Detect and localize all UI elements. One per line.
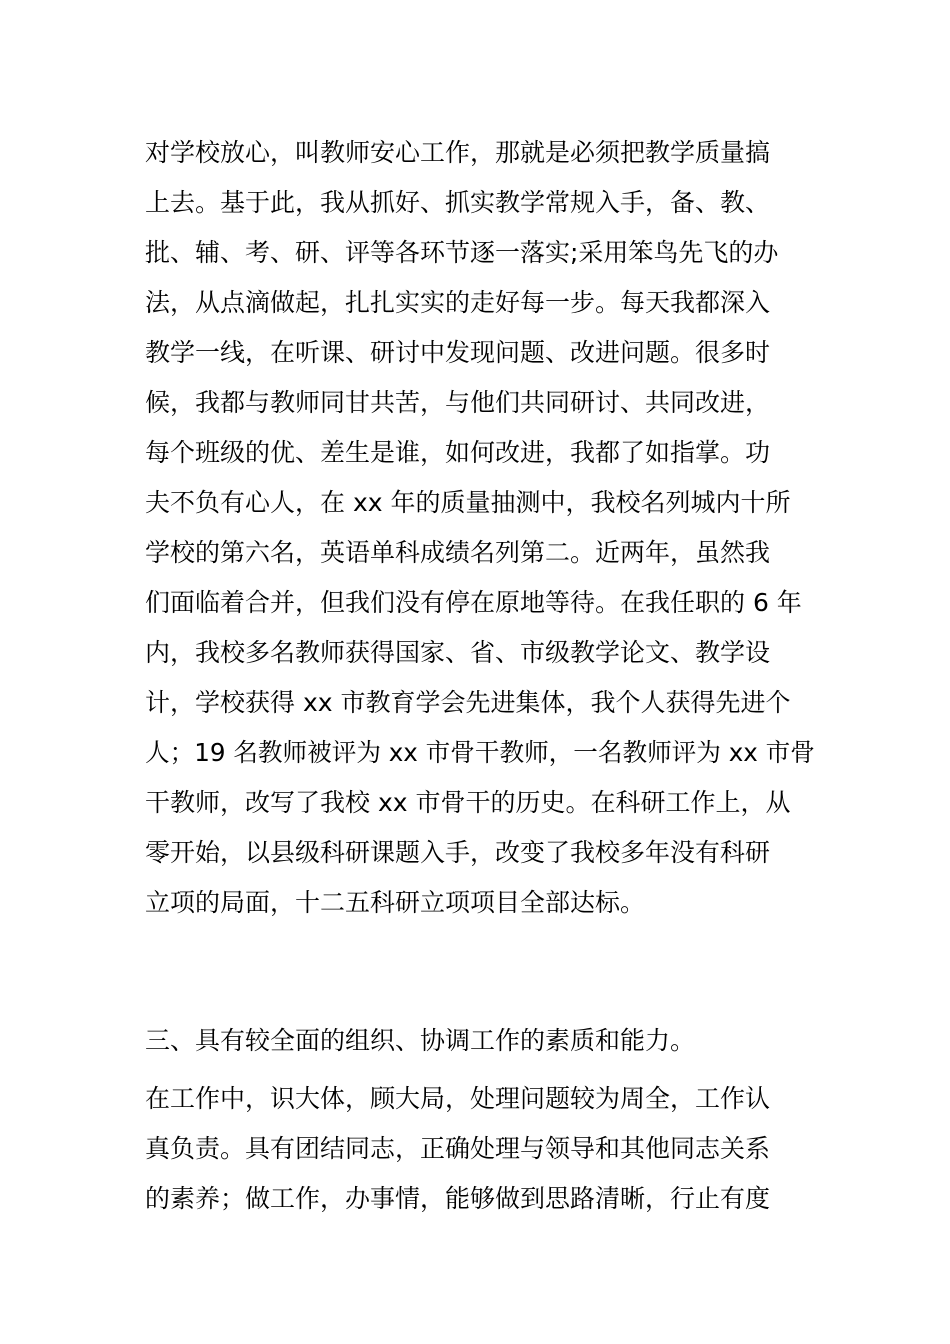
text-line: 真负责。具有团结同志，正确处理与领导和其他同志关系 (145, 1134, 771, 1163)
section-heading-text: 三、具有较全面的组织、协调工作的素质和能力。 (145, 1026, 696, 1055)
text-line: 们面临着合并，但我们没有停在原地等待。在我任职的 6 年 (145, 588, 802, 617)
text-line: 对学校放心，叫教师安心工作，那就是必须把教学质量搞 (145, 138, 771, 167)
text-line: 的素养；做工作，办事情，能够做到思路清晰，行止有度 (145, 1184, 771, 1213)
text-line: 法，从点滴做起，扎扎实实的走好每一步。每天我都深入 (145, 288, 771, 317)
text-line: 计，学校获得 xx 市教育学会先进集体，我个人获得先进个 (145, 688, 791, 717)
text-line: 立项的局面，十二五科研立项项目全部达标。 (145, 888, 646, 917)
text-line: 内，我校多名教师获得国家、省、市级教学论文、教学设 (145, 638, 771, 667)
text-line: 每个班级的优、差生是谁，如何改进，我都了如指掌。功 (145, 438, 771, 467)
text-line: 批、辅、考、研、评等各环节逐一落实;采用笨鸟先飞的办 (145, 238, 779, 267)
text-line: 零开始，以县级科研课题入手，改变了我校多年没有科研 (145, 838, 771, 867)
text-line: 人；19 名教师被评为 xx 市骨干教师，一名教师评为 xx 市骨 (145, 738, 815, 767)
text-line: 干教师，改写了我校 xx 市骨干的历史。在科研工作上，从 (145, 788, 791, 817)
text-line: 上去。基于此，我从抓好、抓实教学常规入手，备、教、 (145, 188, 771, 217)
text-line: 夫不负有心人，在 xx 年的质量抽测中，我校名列城内十所 (145, 488, 791, 517)
body-paragraph-1 (145, 128, 815, 928)
text-line: 在工作中，识大体，顾大局，处理问题较为周全，工作认 (145, 1084, 771, 1113)
body-paragraph-2 (145, 1074, 815, 1224)
text-line: 教学一线，在听课、研讨中发现问题、改进问题。很多时 (145, 338, 771, 367)
section-heading-3 (145, 1016, 815, 1066)
text-line: 学校的第六名，英语单科成绩名列第二。近两年，虽然我 (145, 538, 771, 567)
text-line: 候，我都与教师同甘共苦，与他们共同研讨、共同改进， (145, 388, 771, 417)
